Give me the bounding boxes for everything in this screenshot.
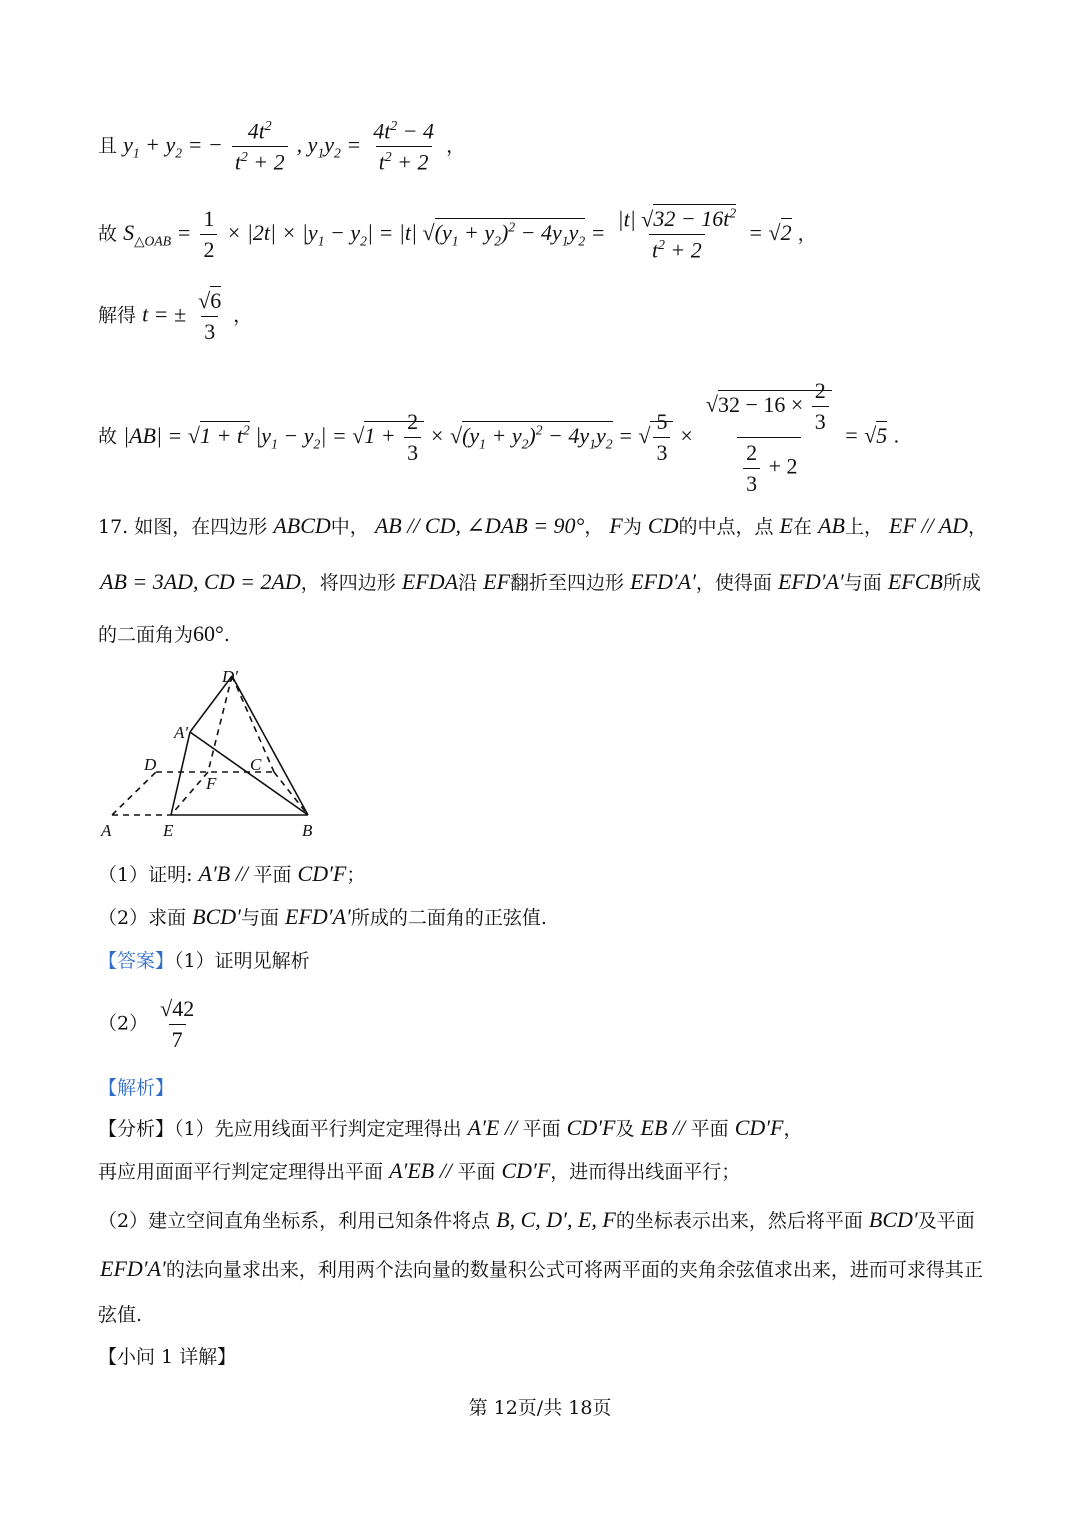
math: EF [483,569,511,594]
text: ， [584,516,604,538]
answer-tag: 【答案】 [98,950,175,972]
analysis-tag [98,1073,174,1100]
text: 平面 [690,1118,729,1140]
math: t = ± [142,301,187,327]
text-tail: ， [797,222,817,245]
problem-line-2 [100,568,981,595]
label-E: E [163,821,174,840]
problem-line-1 [98,512,987,539]
question-2 [98,903,547,930]
solution-line-1 [98,118,465,176]
math: EFD′A′ [100,1256,166,1281]
problem-number: 17. 如图，在四边形 [98,516,268,538]
edge-AD [112,772,156,815]
math: EB // [640,1115,691,1140]
math: B, C, D′, E, F [496,1207,616,1232]
text: ； [346,864,366,886]
fraction: √32 − 16 × $\frac{2}{3}$ $\frac{2}{3}$ + 2 [703,378,835,497]
math: AB // CD, ∠DAB = 90° [374,513,585,538]
fraction [157,996,197,1053]
text: 的二面角为 [98,624,194,646]
text: 及 [615,1118,635,1140]
text: ，使得面 [695,572,772,594]
math: EFDA [401,569,459,594]
math: ABCD [273,513,331,538]
math: E [779,513,793,538]
math: $S_{\triangle OAB}$ = [123,219,192,249]
fraction: $\frac{1}{2}$ [200,206,217,263]
math: 60° [193,621,224,646]
text: （2）求面 [98,907,187,929]
math: CD′F [297,861,347,886]
edge-DpB [232,676,308,815]
text: . [223,624,230,646]
text: 所成 [942,572,981,594]
analysis-line-4 [100,1255,983,1282]
math: F [609,513,623,538]
edge-CB [274,772,308,815]
math: EF // AD [889,513,969,538]
math: A′EB // [389,1158,458,1183]
label-D: D [144,755,157,774]
math: CD′F [566,1115,616,1140]
text-lead: 故 [98,425,118,448]
text: （1）先应用线面平行判定定理得出 [174,1118,462,1140]
math: A′B // [198,861,254,886]
text: 平面 [522,1118,561,1140]
label-Ap: A′ [174,723,189,742]
text: 平面 [253,864,292,886]
text: 在 [793,516,813,538]
math: BCD′ [868,1207,918,1232]
math: EFD′A′ [285,904,351,929]
answer-line-2 [98,996,200,1053]
math: EFCB [887,569,943,594]
math: CD [647,513,679,538]
math: BCD′ [192,904,241,929]
fraction: $\frac{√6}{3}$ [198,288,222,344]
solution-line-4 [98,378,899,497]
text: 所成的二面角的正弦值. [350,907,547,929]
text: 沿 [458,572,478,594]
answer-line-1 [98,946,310,973]
tag: 【分析】 [98,1118,175,1140]
math: = √2 [748,219,792,245]
text: 中， [330,516,369,538]
text: 与面 [843,572,882,594]
solution-line-2 [98,206,817,264]
fraction: $\frac{4t^2 - 4}{t^2 + 2}$ [373,118,435,175]
text: ， [968,516,988,538]
text: 与面 [240,907,279,929]
edge-DpF [208,676,232,772]
analysis-line-3 [98,1206,975,1233]
text: 弦值. [98,1304,143,1326]
text: 再应用面面平行判定定理得出平面 [98,1161,384,1183]
text: （2） [98,1012,149,1035]
text: 平面 [457,1161,496,1183]
text: （2）建立空间直角坐标系，利用已知条件将点 [98,1210,491,1232]
text-lead: 且 [98,134,118,157]
analysis-label: 【解析】 [98,1077,175,1099]
text: 的坐标表示出来，然后将平面 [615,1210,863,1232]
math: × $|2t| \times |y_1 - y_2| = |t|$ $√(y_1 + y_2)^2 - 4y_1y_2$ = [226,219,606,249]
text-lead: 解得 [98,304,137,327]
text-lead: 故 [98,222,118,245]
page-footer: 第 12页/共 18页 [468,1397,612,1419]
fraction: $\frac{|t| √32 - 16t^2}{t^2 + 2}$ [617,206,737,263]
text: ，将四边形 [300,572,396,594]
text-tail: ， [233,304,253,327]
text: 及平面 [917,1210,975,1232]
label-A: A [101,821,112,840]
math: = √5 [843,422,888,448]
analysis-line-5 [98,1300,142,1327]
text: ， [783,1118,803,1140]
geometry-figure [96,662,356,847]
label-Dp: D′ [222,667,238,686]
math: EFD′A′ [777,569,844,594]
analysis-line-1 [98,1114,803,1141]
text: 为 [622,516,642,538]
text: 上， [844,516,883,538]
text-tail: . [893,425,900,448]
text-tail: ， [446,134,466,157]
text: 的法向量求出来，利用两个法向量的数量积公式可将两平面的夹角余弦值求出来，进而可求得其正 [165,1259,983,1281]
solution-line-3 [98,288,252,345]
label-F: F [206,774,217,793]
analysis-line-2 [98,1157,740,1184]
text: ，进而得出线面平行； [550,1161,741,1183]
text: （1）证明见解析 [174,950,310,972]
math: $y_1 + y_2$ = − [123,131,223,161]
math: CD′F [501,1158,551,1183]
math: CD′F [734,1115,784,1140]
detail-tag [98,1342,236,1369]
math: , $y_1y_2$ = [296,131,362,161]
denominator: 7 [169,1024,186,1053]
text: 的中点，点 [678,516,774,538]
math: EFD′A′ [630,569,696,594]
math: A′E // [467,1115,523,1140]
math: AB [818,513,845,538]
detail-label: 【小问 1 详解】 [98,1346,237,1368]
fraction: $\frac{4t^2}{t^2 + 2}$ [232,118,288,176]
label-B: B [302,821,313,840]
label-C: C [250,755,262,774]
math: $|AB| = √1 + t^2$ $|y_1 - y_2| = √1$ + $\frac{2}{3}$ × $√(y_1 + y_2)^2 - 4y_1y_2$ = √ $\frac{5}{3}$ × [123,408,694,465]
question-1 [98,860,365,887]
math: AB = 3AD, CD = 2AD [100,569,301,594]
text: 翻折至四边形 [510,572,625,594]
text: （1）证明: [98,864,193,886]
problem-line-3 [98,620,230,647]
edge-EAp [171,732,190,815]
numerator: √42 [160,996,195,1021]
